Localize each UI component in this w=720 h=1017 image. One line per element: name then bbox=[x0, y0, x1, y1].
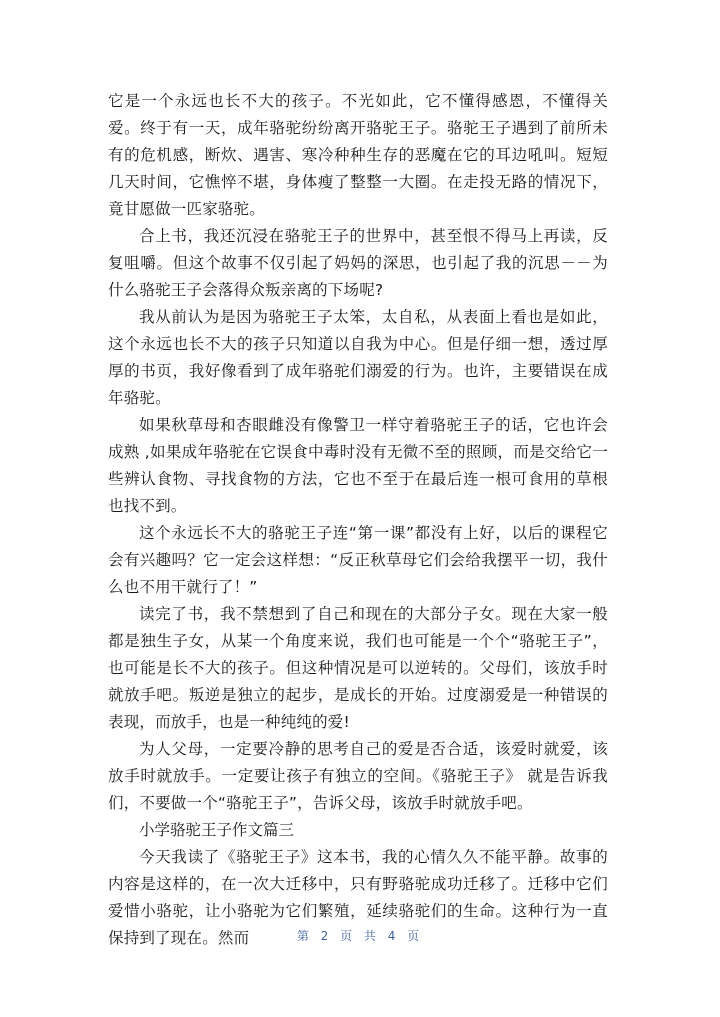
section-paragraph-1: 今天我读了《骆驼王子》这本书，我的心情久久不能平静。故事的内容是这样的，在一次大迁移中，只有野骆驼成功迁移了。迁移中它们爱惜小骆驼，让小骆驼为它们繁殖，延续骆驼们的生命。这种行为一直保持到了现在。然而 bbox=[108, 848, 608, 947]
paragraph-4: 如果秋草母和杏眼雌没有像警卫一样守着骆驼王子的话，它也许会成熟 ,如果成年骆驼在它误食中毒时没有无微不至的照顾，而是交给它一些辨认食物、寻找食物的方法，它也不至于在最后连一根可食用的草根也找不到。 bbox=[108, 416, 608, 515]
paragraph-1: 它是一个永远也长不大的孩子。不光如此，它不懂得感恩，不懂得关爱。终于有一天，成年骆驼纷纷离开骆驼王子。骆驼王子遇到了前所未有的危机感，断炊、遇害、寒冷种种生存的恶魔在它的耳边吼叫。短短几天时间，它憔悴不堪，身体瘦了整整一大圈。在走投无路的情况下，竟甘愿做一匹家骆驼。 bbox=[108, 92, 608, 218]
paragraph-6: 读完了书，我不禁想到了自己和现在的大部分子女。现在大家一般都是独生子女，从某一个角度来说，我们也可能是一个个“骆驼王子”，也可能是长不大的孩子。但这种情况是可以逆转的。父母们，该放手时就放手吧。叛逆是独立的起步，是成长的开始。过度溺爱是一种错误的表现，而放手，也是一种纯纯的爱! bbox=[108, 605, 608, 731]
section-heading: 小学骆驼王子作文篇三 bbox=[139, 821, 295, 839]
page-number-footer: 第 2 页 共 4 页 bbox=[296, 929, 424, 943]
paragraph-7: 为人父母，一定要冷静的思考自己的爱是否合适，该爱时就爱，该放手时就放手。一定要让孩子有独立的空间。《骆驼王子》 就是告诉我们，不要做一个“骆驼王子”，告诉父母，该放手时就放手吧。 bbox=[108, 740, 608, 812]
document-body bbox=[108, 88, 608, 952]
paragraph-2: 合上书，我还沉浸在骆驼王子的世界中，甚至恨不得马上再读，反复咀嚼。但这个故事不仅引起了妈妈的深思，也引起了我的沉思－－为什么骆驼王子会落得众叛亲离的下场呢? bbox=[108, 227, 608, 299]
paragraph-3: 我从前认为是因为骆驼王子太笨，太自私，从表面上看也是如此，这个永远也长不大的孩子只知道以自我为中心。但是仔细一想，透过厚厚的书页，我好像看到了成年骆驼们溺爱的行为。也许，主要错误在成年骆驼。 bbox=[108, 308, 608, 407]
paragraph-5: 这个永远长不大的骆驼王子连“第一课”都没有上好，以后的课程它会有兴趣吗？它一定会这样想：“反正秋草母它们会给我摆平一切，我什么也不用干就行了！” bbox=[108, 524, 608, 596]
